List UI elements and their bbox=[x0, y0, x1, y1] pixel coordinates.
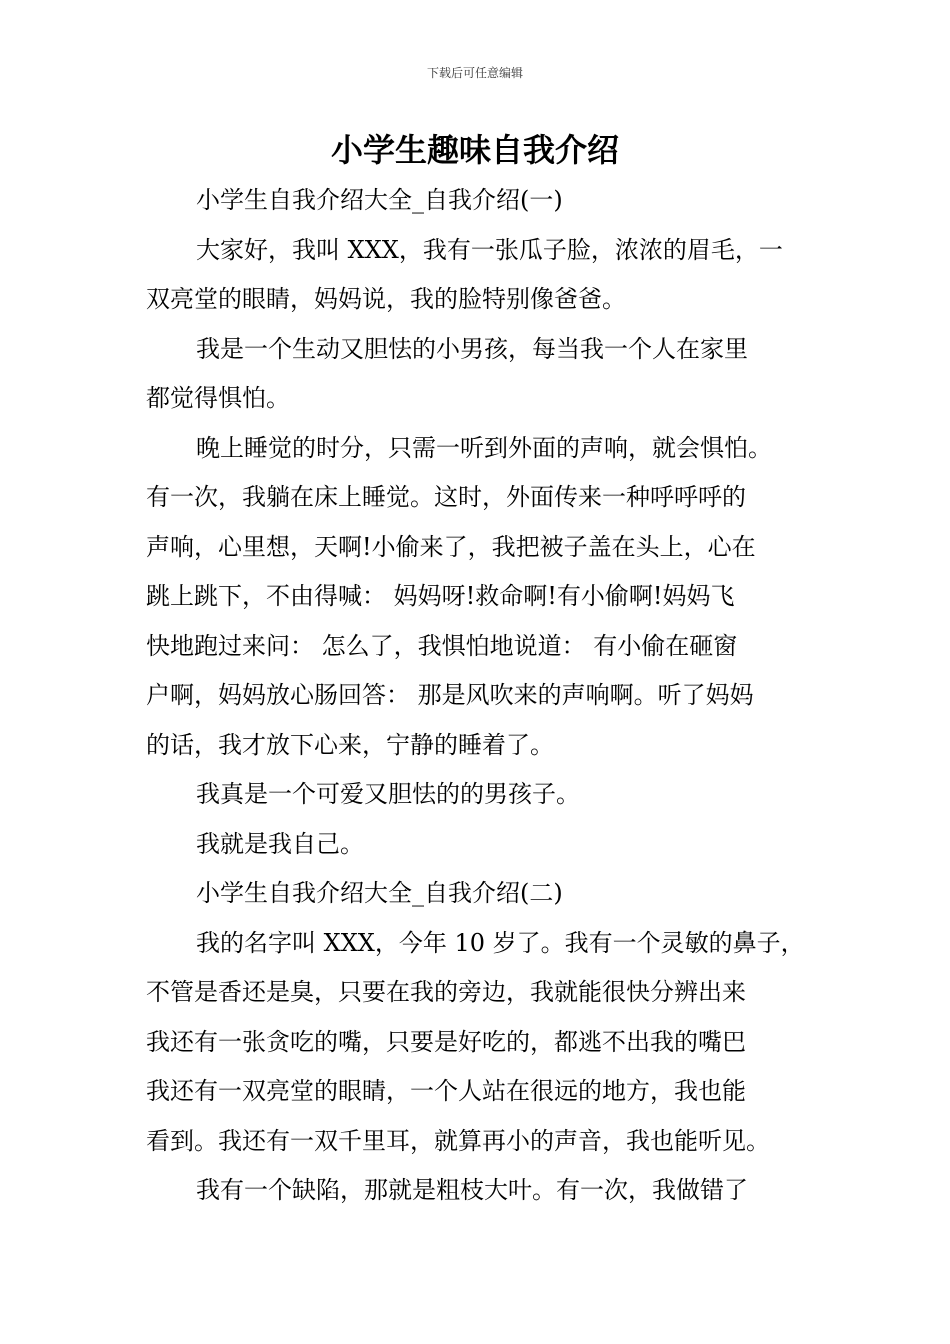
text-line: 我真是一个可爱又胆怯的的男孩子。 bbox=[196, 780, 580, 808]
document-body bbox=[146, 176, 806, 1216]
text-line: 我还有一张贪吃的嘴，只要是好吃的，都逃不出我的嘴巴 bbox=[146, 1027, 746, 1056]
text-line: 不管是香还是臭，只要在我的旁边，我就能很快分辨出来 bbox=[146, 978, 746, 1006]
text-line: 我还有一双亮堂的眼睛，一个人站在很远的地方，我也能 bbox=[146, 1077, 746, 1105]
text-line: 晚上睡觉的时分，只需一听到外面的声响，就会惧怕。 bbox=[196, 433, 772, 462]
text-line: 我就是我自己。 bbox=[196, 829, 364, 858]
text-line: 我有一个缺陷，那就是粗枝大叶。有一次，我做错了 bbox=[196, 1176, 748, 1204]
text-line: 跳上跳下，不由得喊： 妈妈呀!救命啊!有小偷啊!妈妈飞 bbox=[146, 582, 735, 610]
text-line: 双亮堂的眼睛，妈妈说，我的脸特别像爸爸。 bbox=[146, 285, 626, 313]
text-line: 看到。我还有一双千里耳，就算再小的声音，我也能听见。 bbox=[146, 1126, 770, 1155]
text-line: 都觉得惧怕。 bbox=[146, 384, 290, 412]
document-title: 小学生趣味自我介绍 bbox=[330, 131, 619, 169]
text-line: 我的名字叫 XXX，今年 10 岁了。我有一个灵敏的鼻子， bbox=[196, 928, 805, 957]
text-line: 小学生自我介绍大全_自我介绍(一) bbox=[196, 186, 563, 214]
header-note: 下载后可任意编辑 bbox=[426, 66, 523, 80]
text-line: 有一次，我躺在床上睡觉。这时，外面传来一种呼呼呼的 bbox=[146, 483, 746, 511]
text-line: 大家好，我叫 XXX，我有一张瓜子脸，浓浓的眉毛，一 bbox=[196, 235, 783, 264]
text-line: 的话，我才放下心来，宁静的睡着了。 bbox=[146, 730, 554, 759]
text-line: 小学生自我介绍大全_自我介绍(二) bbox=[196, 879, 563, 907]
text-line: 快地跑过来问： 怎么了，我惧怕地说道： 有小偷在砸窗 bbox=[146, 631, 738, 660]
text-line: 声响，心里想，天啊!小偷来了，我把被子盖在头上，心在 bbox=[146, 532, 756, 561]
text-line: 户啊，妈妈放心肠回答： 那是风吹来的声响啊。听了妈妈 bbox=[146, 681, 754, 709]
text-line: 我是一个生动又胆怯的小男孩，每当我一个人在家里 bbox=[196, 334, 748, 363]
